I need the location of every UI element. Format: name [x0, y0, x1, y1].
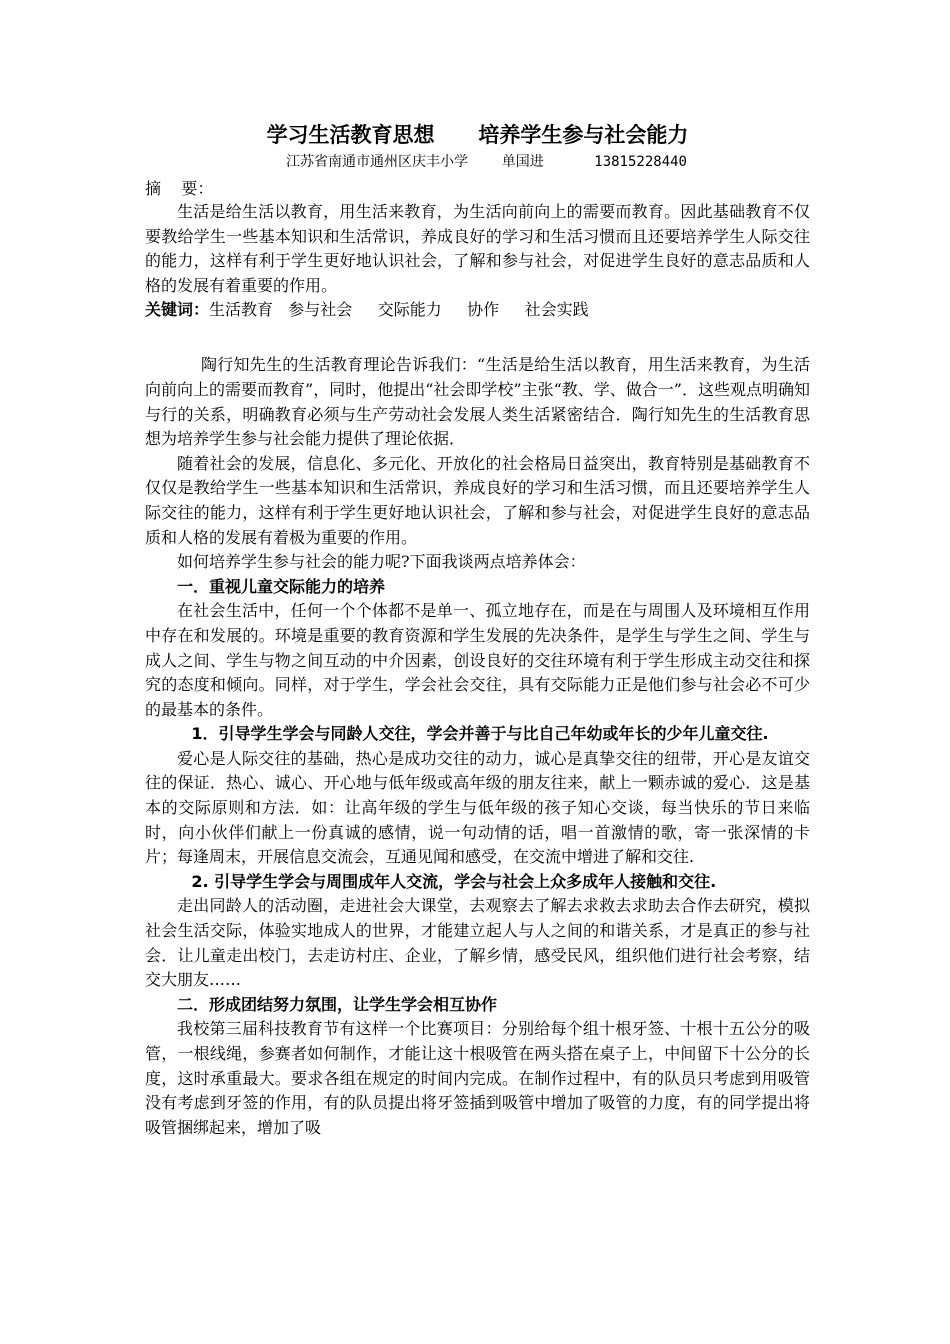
paragraph-subsection-2: 走出同龄人的活动圈，走进社会大课堂，去观察去了解去求救去求助去合作去研究，模拟社会生活交际，体验实地成人的世界，才能建立起人与人之间的和谐关系，才是真正的参与社会．让儿童走出校门，去走访村庄、企业，了解乡情，感受民风，组织他们进行社会考察，结交大朋友…… — [145, 896, 810, 990]
keywords-line — [145, 298, 810, 322]
paragraph-section-1: 在社会生活中，任何一个个体都不是单一、孤立地存在，而是在与周围人及环境相互作用中存在和发展的。环境是重要的教育资源和学生发展的先决条件，是学生与学生之间、学生与成人之间、学生与物之间互动的中介因素，创设良好的交往环境有利于学生形成主动交往和探究的态度和倾向。同样，对于学生，学会社会交往，具有交际能力正是他们参与社会必不可少的最基本的条件。 — [145, 601, 810, 719]
keywords-label: 关键词： — [145, 300, 210, 320]
keywords-text: 生活教育 参与社会 交际能力 协作 社会实践 — [209, 300, 589, 320]
abstract-text: 生活是给生活以教育，用生活来教育，为生活向前向上的需要而教育。因此基础教育不仅要教给学生一些基本知识和生活常识，养成良好的学习和生活习惯而且还要培养学生人际交往的能力，这样有利于学生更好地认识社会，了解和参与社会，对促进学生良好的意志品质和人格的发展有着重要的作用。 — [145, 202, 810, 295]
paragraph-background: 随着社会的发展，信息化、多元化、开放化的社会格局日益突出，教育特别是基础教育不仅仅是教给学生一些基本知识和生活常识，养成良好的学习和生活习惯，而且还要培养学生人际交往的能力，这样有利于学生更好地认识社会，了解和参与社会，对促进学生良好的意志品质和人格的发展有着极为重要的作用。 — [145, 453, 810, 547]
paragraph-subsection-1: 爱心是人际交往的基础，热心是成功交往的动力，诚心是真挚交往的纽带，开心是友谊交往的保证．热心、诚心、开心地与低年级或高年级的朋友往来，献上一颗赤诚的爱心．这是基本的交际原则和方法．如：让高年级的学生与低年级的孩子知心交谈，每当快乐的节日来临时，向小伙伴们献上一份真诚的感情，说一句动情的话，唱一首激情的歌，寄一张深情的卡片；每逢周末，开展信息交流会，互通见闻和感受，在交流中增进了解和交往. — [145, 748, 810, 867]
subsection-heading-2: 2. 引导学生学会与周围成年人交流，学会与社会上众多成年人接触和交往. — [191, 871, 717, 891]
paragraph-intro: 陶行知先生的生活教育理论告诉我们：“生活是给生活以教育，用生活来教育，为生活向前向上的需要而教育”，同时，他提出“社会即学校”主张“教、学、做合一”．这些观点明确知与行的关系，明确教育必须与生产劳动社会发展人类生活紧密结合．陶行知先生的生活教育思想为培养学生参与社会能力提供了理论依据． — [145, 355, 810, 449]
paragraph-section-2: 我校第三届科技教育节有这样一个比赛项目：分别给每个组十根牙签、十根十五公分的吸管，一根线绳，参赛者如何制作，才能让这十根吸管在两头搭在桌子上，中间留下十公分的长度，这时承重最大。要求各组在规定的时间内完成。在制作过程中，有的队员只考虑到用吸管没有考虑到牙签的作用，有的队员提出将牙签插到吸管中增加了吸管的力度，有的同学提出将吸管捆绑起来，增加了吸 — [145, 1019, 810, 1137]
subsection-heading-1: 1．引导学生学会与同龄人交往，学会并善于与比自己年幼或年长的少年儿童交往. — [191, 724, 769, 744]
document-body — [145, 118, 810, 1140]
blank-line — [145, 322, 810, 353]
author-line: 江苏省南通市通州区庆丰小学 单国进 13815228440 — [285, 154, 687, 170]
document-title: 学习生活教育思想 培养学生参与社会能力 — [266, 123, 689, 147]
paragraph-question: 如何培养学生参与社会的能力呢?下面我谈两点培养体会： — [177, 552, 586, 572]
section-heading-1: 一．重视儿童交际能力的培养 — [177, 576, 386, 596]
abstract-label: 摘 要： — [145, 179, 214, 198]
section-heading-2: 二．形成团结努力氛围，让学生学会相互协作 — [177, 994, 498, 1014]
